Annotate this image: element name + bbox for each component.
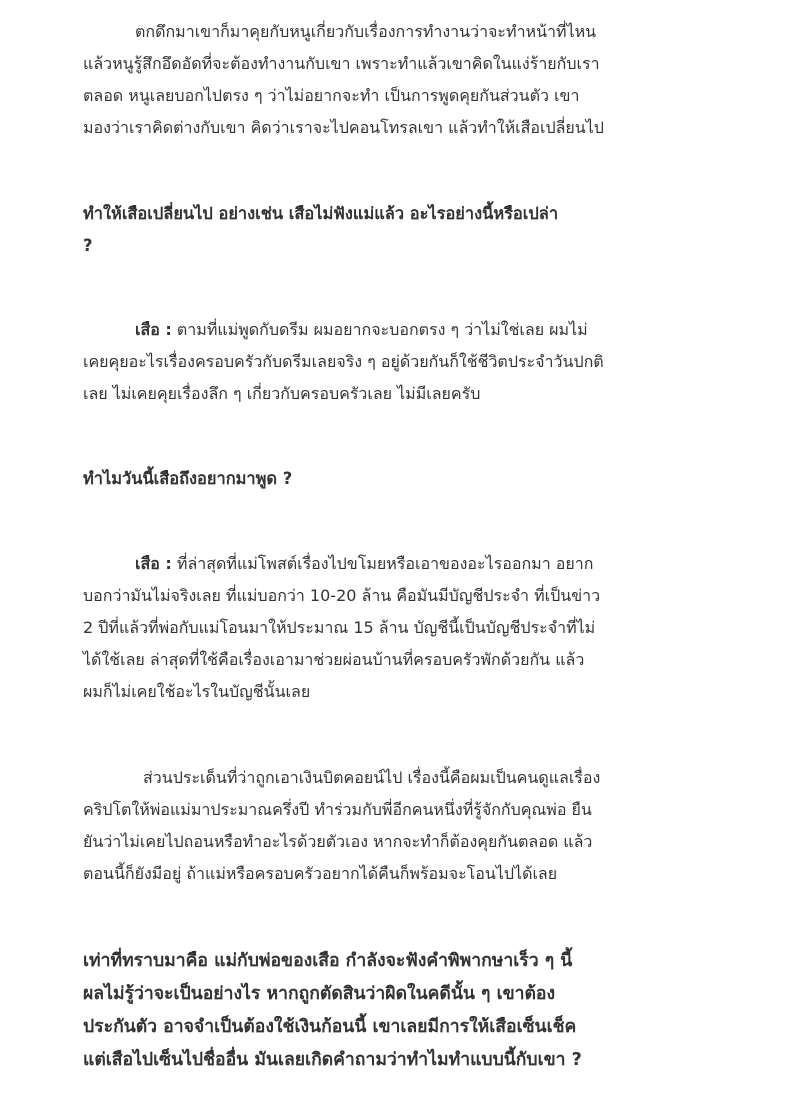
text-line: ได้ใช้เลย ล่าสุดที่ใช้คือเรื่องเอามาช่วยผ่อนบ้านที่ครอบครัวพักด้วยกัน แล้ว [83,650,585,669]
paragraph-intro [83,16,723,144]
text-line: ? [83,236,93,255]
text-line: คริปโตให้พ่อแม่มาประมาณครึ่งปี ทำร่วมกับพี่อีกคนหนึ่งที่รู้จักกับคุณพ่อ ยืน [83,800,592,819]
text-line: ผลไม่รู้ว่าจะเป็นอย่างไร หากถูกตัดสินว่าผิดในคดีนั้น ๆ เขาต้อง [83,984,556,1004]
text-line: ประกันตัว อาจจำเป็นต้องใช้เงินก้อนนี้ เขาเลยมีการให้เสือเซ็นเช็ค [83,1017,577,1037]
text-line: เคยคุยอะไรเรื่องครอบครัวกับดรีมเลยจริง ๆ อยู่ด้วยกันก็ใช้ชีวิตประจำวันปกติ [83,352,604,371]
interview-answer-2 [83,548,723,708]
text-line: ยันว่าไม่เคยไปถอนหรือทำอะไรด้วยตัวเอง หากจะทำก็ต้องคุยกันตลอด แล้ว [83,832,593,851]
text-line: ที่ล่าสุดที่แม่โพสต์เรื่องไปขโมยหรือเอาของอะไรออกมา อยาก [176,554,594,573]
text-line: เลย ไม่เคยคุยเรื่องลึก ๆ เกี่ยวกับครอบครัวเลย ไม่มีเลยครับ [83,384,481,403]
text-line: ตอนนี้ก็ยังมีอยู่ ถ้าแม่หรือครอบครัวอยากได้คืนก็พร้อมจะโอนไปได้เลย [83,864,558,883]
text-line: ทำไมวันนี้เสือถึงอยากมาพูด ? [83,469,293,488]
text-line: ผมก็ไม่เคยใช้อะไรในบัญชีนั้นเลย [83,682,311,701]
text-line: ตลอด หนูเลยบอกไปตรง ๆ ว่าไม่อยากจะทำ เป็นการพูดคุยกันส่วนตัว เขา [83,86,580,105]
interview-question-2 [83,463,723,495]
text-line: บอกว่ามันไม่จริงเลย ที่แม่บอกว่า 10-20 ล้าน คือมันมีบัญชีประจำ ที่เป็นข่าว [83,586,601,605]
text-line: ส่วนประเด็นที่ว่าถูกเอาเงินบิตคอยน์ไป เรื่องนี้คือผมเป็นคนดูแลเรื่อง [143,768,601,787]
speaker-label: เสือ : [135,320,172,339]
paragraph-crypto [83,762,723,890]
text-line: 2 ปีที่แล้วที่พ่อกับแม่โอนมาให้ประมาณ 15 ล้าน บัญชีนี้เป็นบัญชีประจำที่ไม่ [83,618,596,637]
interview-answer-1 [83,314,723,410]
speaker-label: เสือ : [135,554,172,573]
text-line: แล้วหนูรู้สึกอึดอัดที่จะต้องทำงานกับเขา เพราะทำแล้วเขาคิดในแง่ร้ายกับเรา [83,54,600,73]
text-line: ตามที่แม่พูดกับดรีม ผมอยากจะบอกตรง ๆ ว่าไม่ใช่เลย ผมไม่ [176,320,588,339]
final-question [83,945,723,1077]
text-line: ทำให้เสือเปลี่ยนไป อย่างเช่น เสือไม่ฟังแม่แล้ว อะไรอย่างนี้หรือเปล่า [83,204,559,223]
text-line: เท่าที่ทราบมาคือ แม่กับพ่อของเสือ กำลังจะฟังคำพิพากษาเร็ว ๆ นี้ [83,951,573,971]
text-line: แต่เสือไปเซ็นไปชื่ออื่น มันเลยเกิดคำถามว่าทำไมทำแบบนี้กับเขา ? [83,1050,582,1070]
interview-question-1 [83,198,723,262]
text-line: มองว่าเราคิดต่างกับเขา คิดว่าเราจะไปคอนโทรลเขา แล้วทำให้เสือเปลี่ยนไป [83,118,604,137]
text-line: ตกดึกมาเขาก็มาคุยกับหนูเกี่ยวกับเรื่องการทำงานว่าจะทำหน้าที่ไหน [135,22,597,41]
